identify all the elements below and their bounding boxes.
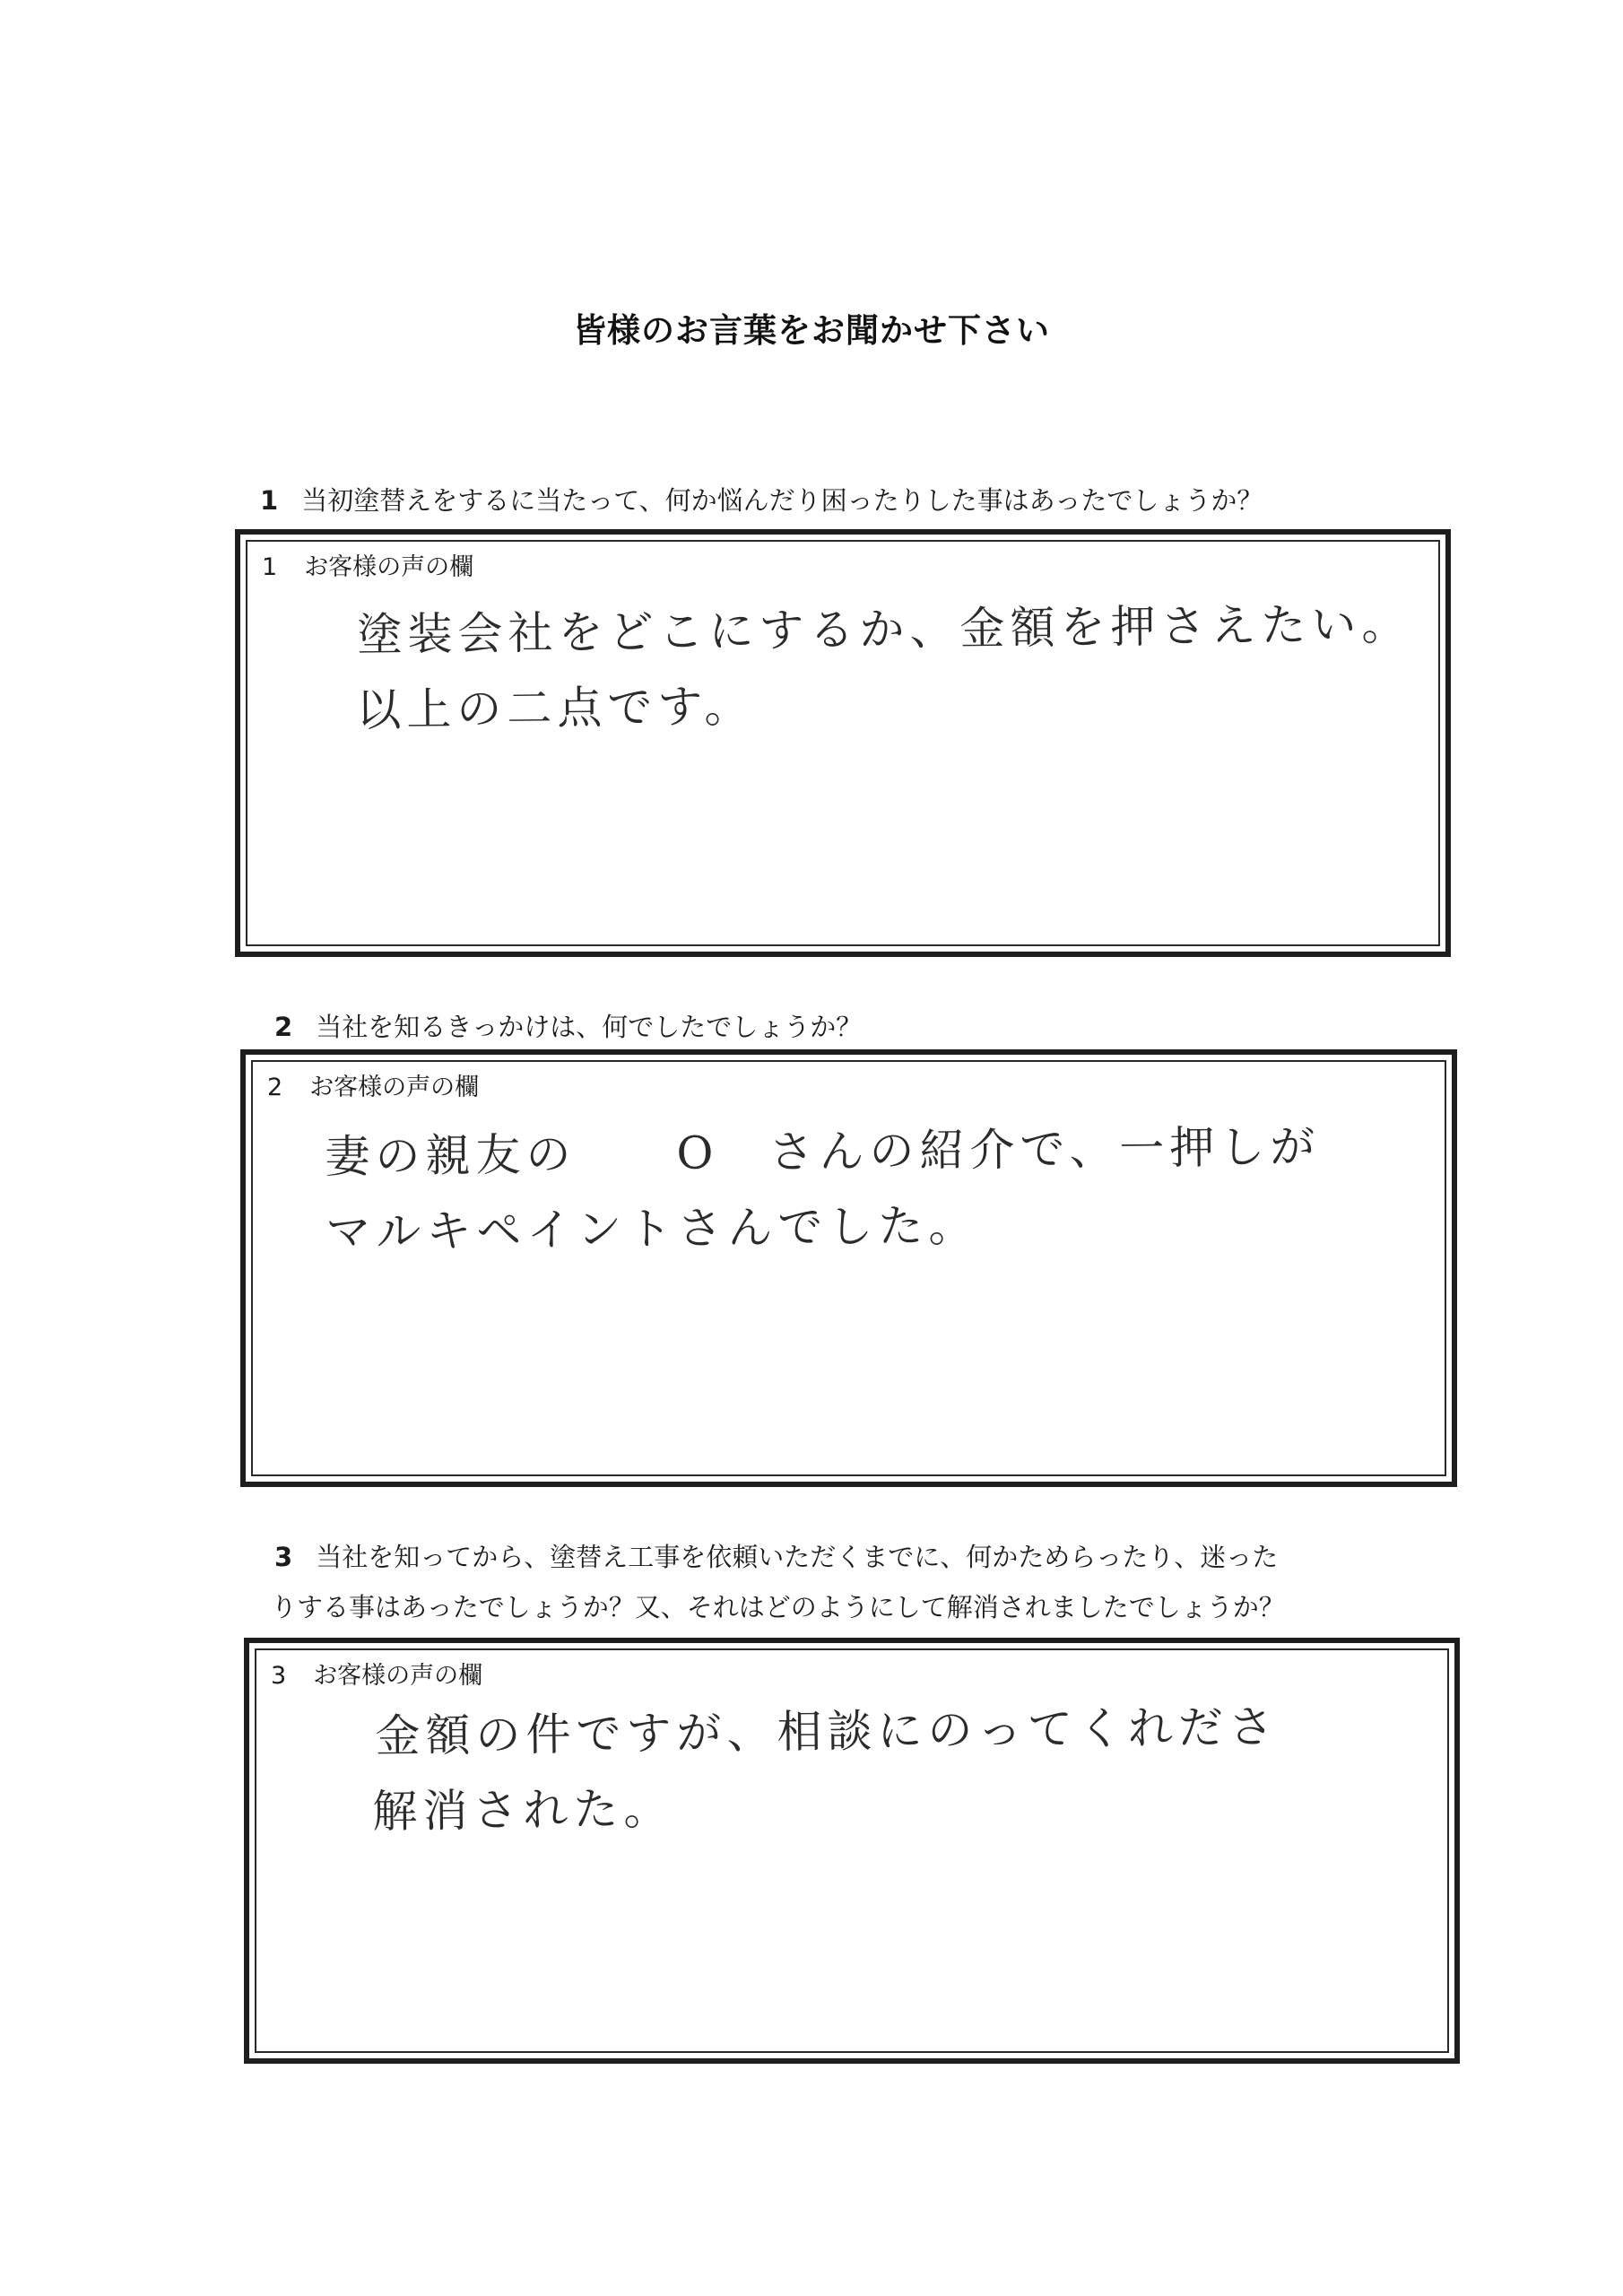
question-1-number: 1: [260, 485, 279, 516]
answer-box-3-label-text: お客様の声の欄: [313, 1662, 483, 1690]
answer-box-1-label: [262, 547, 473, 582]
answer-3-line-2: 解消された。: [372, 1782, 674, 1839]
question-1: [260, 480, 1263, 521]
answer-box-2: [240, 1049, 1457, 1487]
answer-box-1-label-text: お客様の声の欄: [304, 553, 474, 581]
answer-box-2-number: 2: [267, 1074, 283, 1101]
answer-box-1-number: 1: [262, 553, 278, 581]
answer-box-2-label-text: お客様の声の欄: [309, 1074, 480, 1101]
page-title: 皆様のお言葉をお聞かせ下さい: [573, 311, 1050, 350]
answer-3-line-1: 金額の件ですが、相談にのってくれださ: [375, 1700, 1280, 1762]
answer-1-handwriting: [357, 587, 1413, 748]
answer-2-handwriting: [325, 1109, 1322, 1270]
question-3-text-line-2: りする事はあったでしょうか？又、それはどのようにして解消されましたでしょうか？: [271, 1592, 1285, 1622]
answer-2-line-2: マルキペイントさんでした。: [325, 1199, 979, 1258]
answer-box-1: [235, 529, 1451, 957]
question-3: [271, 1532, 1285, 1632]
answer-1-line-2: 以上の二点です。: [356, 680, 755, 737]
question-2-number: 2: [274, 1012, 293, 1042]
answer-box-2-label: [267, 1067, 479, 1102]
answer-3-handwriting: [372, 1689, 1280, 1849]
question-1-text: 当初塗替えをするに当たって、何か悩んだり困ったりした事はあったでしょうか？: [301, 485, 1263, 516]
answer-1-line-1: 塗装会社をどこにするか、金額を押さえたい。: [357, 597, 1412, 661]
answer-box-3-label: [271, 1656, 482, 1691]
answer-box-3: [244, 1638, 1460, 2064]
answer-2-line-1: 妻の親友の O さんの紹介で、一押しが: [325, 1120, 1321, 1183]
question-2: [274, 1006, 862, 1048]
answer-box-3-number: 3: [271, 1662, 287, 1690]
question-2-text: 当社を知るきっかけは、何でしたでしょうか？: [316, 1012, 863, 1042]
question-3-text-line-1: 当社を知ってから、塗替え工事を依頼いただくまでに、何かためらったり、迷った: [316, 1542, 1279, 1572]
question-3-number: 3: [274, 1542, 293, 1572]
